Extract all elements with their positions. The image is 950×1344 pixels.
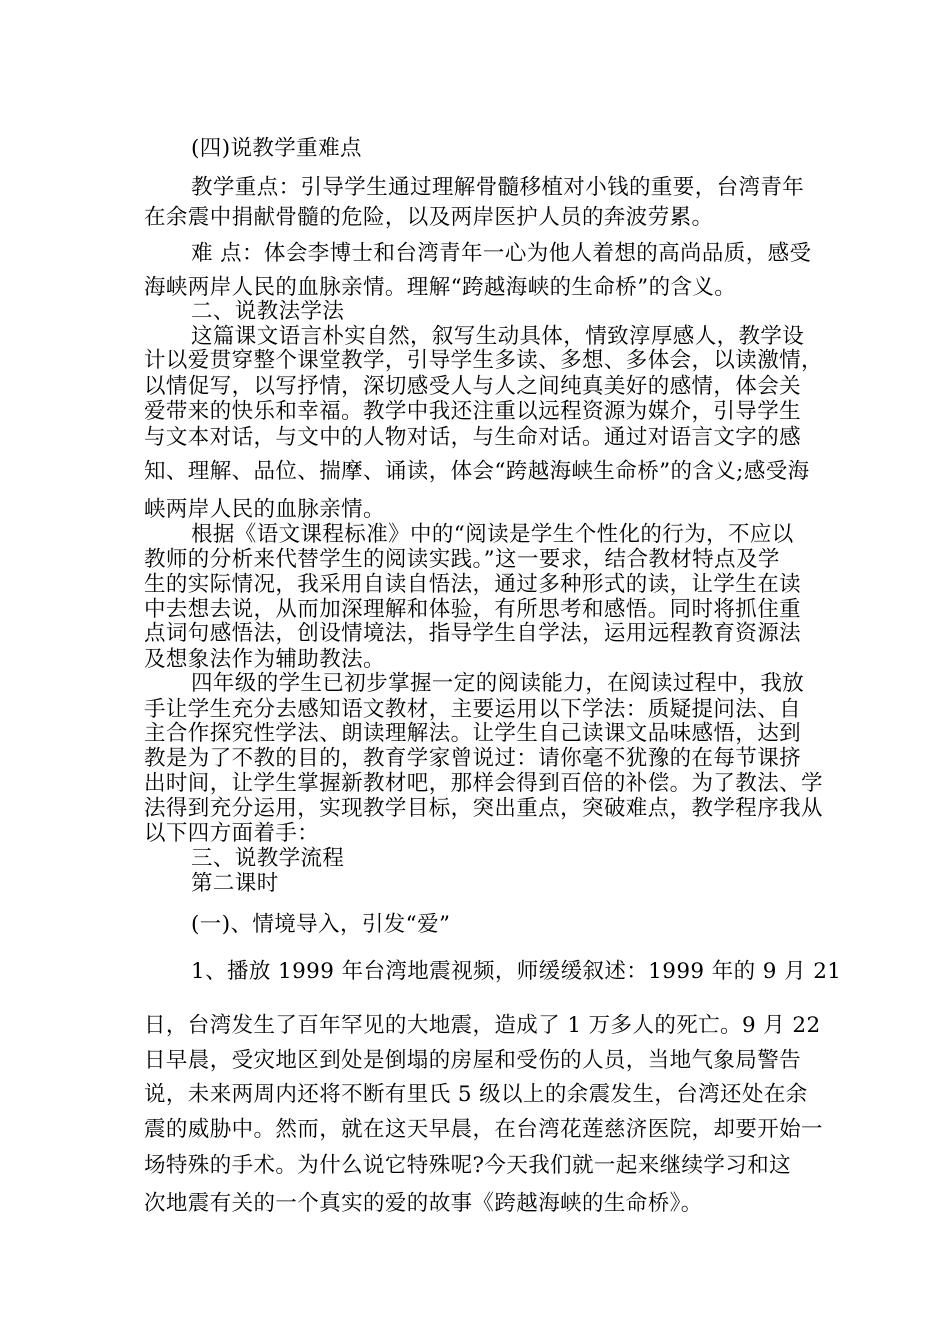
method-para-2-line: 根据《语文课程标准》中的“阅读是学生个性化的行为，不应以 [191,522,794,547]
method-para-2-line: 生的实际情况，我采用自读自悟法，通过多种形式的读，让学生在读 [144,572,802,597]
method-para-2-line: 及想象法作为辅助教法。 [144,647,385,672]
lesson-label: 第二课时 [191,871,279,896]
section-2-title: 二、说教法学法 [191,299,345,324]
method-para-2-line: 中去想去说，从而加深理解和体验，有所思考和感悟。同时将抓住重 [144,597,802,622]
step-1-para-line: 1、播放 1999 年台湾地震视频，师缓缓叙述：1999 年的 9 月 21 [191,959,842,984]
method-para-2-line: 教师的分析来代替学生的阅读实践。”这一要求，结合教材特点及学 [144,547,780,572]
section-3-title: 三、说教学流程 [191,846,345,871]
method-para-1-line: 以情促写，以写抒情，深切感受人与人之间纯真美好的感情，体会关 [144,374,802,399]
step-1-para-line: 次地震有关的一个真实的爱的故事《跨越海峡的生命桥》。 [144,1191,703,1216]
heading-teaching-key-difficult: (四)说教学重难点 [191,136,362,161]
method-para-2-line: 点词句感悟法，创设情境法，指导学生自学法，运用远程教育资源法 [144,621,802,646]
step-1-para-line: 日，台湾发生了百年罕见的大地震，造成了 1 万多人的死亡。9 月 22 [144,1013,821,1038]
method-para-1-line: 这篇课文语言朴实自然，叙写生动具体，情致淳厚感人，教学设 [191,324,805,349]
method-para-3-line: 四年级的学生已初步掌握一定的阅读能力，在阅读过程中，我放 [191,671,805,696]
step-1-title: (一)、情境导入，引发“爱” [191,912,451,937]
method-para-3-line: 以下四方面着手： [144,821,320,846]
key-points-line-2: 在余震中捐献骨髓的危险，以及两岸医护人员的奔波劳累。 [144,205,714,230]
step-1-para-line: 震的威胁中。然而，就在这天早晨，在台湾花莲慈济医院，却要开始一 [144,1117,823,1142]
method-para-3-line: 手让学生充分去感知语文教材，主要运用以下学法：质疑提问法、自 [144,697,802,722]
step-1-para-line: 场特殊的手术。为什么说它特殊呢?今天我们就一起来继续学习和这 [144,1153,792,1178]
method-para-3-line: 法得到充分运用，实现教学目标，突出重点，突破难点，教学程序我从 [144,796,823,821]
method-para-3-line: 教是为了不教的目的，教育学家曾说过：请你毫不犹豫的在每节课挤 [144,746,802,771]
key-points-line-1: 教学重点：引导学生通过理解骨髓移植对小钱的重要，台湾青年 [191,175,805,200]
method-para-1-line: 峡两岸人民的血脉亲情。 [144,497,385,522]
method-para-1-line: 爱带来的快乐和幸福。教学中我还注重以远程资源为媒介，引导学生 [144,399,802,424]
method-para-1-line: 计以爱贯穿整个课堂教学，引导学生多读、多想、多体会，以读激情， [144,348,823,373]
difficult-points-line-1: 难 点：体会李博士和台湾青年一心为他人着想的高尚品质，感受 [191,241,812,266]
step-1-para-line: 日早晨，受灾地区到处是倒塌的房屋和受伤的人员，当地气象局警告 [144,1048,802,1073]
difficult-points-line-2: 海峡两岸人民的血脉亲情。理解“跨越海峡的生命桥”的含义。 [144,275,737,300]
method-para-3-line: 出时间，让学生掌握新教材吧，那样会得到百倍的补偿。为了教法、学 [144,771,823,796]
step-1-para-line: 说，未来两周内还将不断有里氏 5 级以上的余震发生，台湾还处在余 [144,1082,808,1107]
method-para-3-line: 主合作探究性学法、朗读理解法。让学生自己读课文品味感悟，达到 [144,721,802,746]
method-para-1-line: 与文本对话，与文中的人物对话，与生命对话。通过对语言文字的感 [144,425,802,450]
method-para-1-line: 知、理解、品位、揣摩、诵读，体会“跨越海峡生命桥”的含义;感受海 [144,459,810,484]
